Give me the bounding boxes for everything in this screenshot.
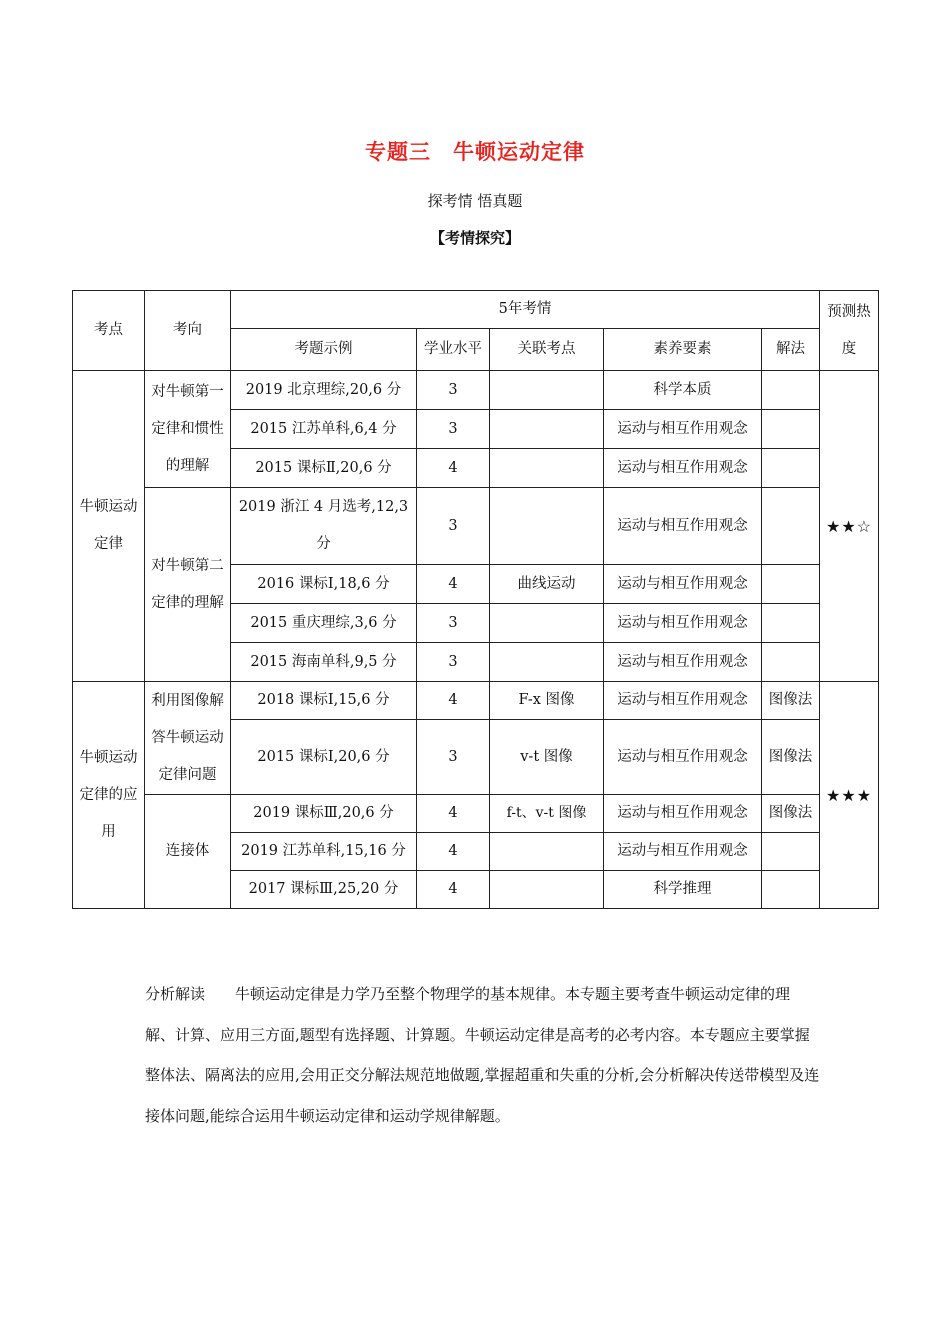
kaodian-cell: 牛顿运动定律的应用 (73, 682, 145, 909)
analysis-paragraph (145, 974, 820, 1136)
literacy-cell: 运动与相互作用观念 (604, 643, 762, 682)
page-subtitle: 探考情 悟真题 (427, 192, 523, 210)
method-cell: 图像法 (762, 682, 820, 720)
literacy-cell: 运动与相互作用观念 (604, 449, 762, 488)
forecast-stars: ★★☆ (820, 371, 879, 682)
level-cell: 4 (417, 833, 490, 871)
example-cell: 2019 江苏单科,15,16 分 (231, 833, 417, 871)
example-cell: 2015 课标Ⅱ,20,6 分 (231, 449, 417, 488)
literacy-cell: 运动与相互作用观念 (604, 682, 762, 720)
table-row (73, 682, 879, 720)
method-cell (762, 871, 820, 909)
example-cell: 2016 课标Ⅰ,18,6 分 (231, 565, 417, 604)
method-cell (762, 565, 820, 604)
example-cell: 2019 浙江 4 月选考,12,3 分 (231, 488, 417, 565)
header-literacy: 素养要素 (604, 329, 762, 371)
kaodian-cell: 牛顿运动定律 (73, 371, 145, 682)
exam-analysis-table (72, 290, 879, 909)
example-cell: 2017 课标Ⅲ,25,20 分 (231, 871, 417, 909)
header-five-year: 5年考情 (231, 291, 820, 329)
related-cell (490, 449, 604, 488)
related-cell (490, 643, 604, 682)
example-cell: 2019 课标Ⅲ,20,6 分 (231, 795, 417, 833)
method-cell (762, 371, 820, 410)
header-kaodian: 考点 (73, 291, 145, 371)
header-example: 考题示例 (231, 329, 417, 371)
example-cell: 2015 海南单科,9,5 分 (231, 643, 417, 682)
example-cell: 2015 课标Ⅰ,20,6 分 (231, 720, 417, 795)
table-row (73, 371, 879, 410)
level-cell: 4 (417, 682, 490, 720)
section-heading: 【考情探究】 (429, 229, 520, 247)
table-row (73, 488, 879, 565)
related-cell (490, 871, 604, 909)
related-cell (490, 488, 604, 565)
analysis-label: 分析解读 (145, 985, 206, 1003)
related-cell (490, 604, 604, 643)
method-cell (762, 643, 820, 682)
table-row (73, 795, 879, 833)
literacy-cell: 运动与相互作用观念 (604, 604, 762, 643)
header-method: 解法 (762, 329, 820, 371)
literacy-cell: 科学本质 (604, 371, 762, 410)
forecast-stars: ★★★ (820, 682, 879, 909)
related-cell: 曲线运动 (490, 565, 604, 604)
method-cell (762, 410, 820, 449)
level-cell: 3 (417, 371, 490, 410)
method-cell (762, 488, 820, 565)
kaoxiang-cell: 对牛顿第一定律和惯性的理解 (145, 371, 231, 488)
literacy-cell: 运动与相互作用观念 (604, 565, 762, 604)
level-cell: 3 (417, 643, 490, 682)
kaoxiang-cell: 连接体 (145, 795, 231, 909)
related-cell (490, 833, 604, 871)
related-cell: f-t、v-t 图像 (490, 795, 604, 833)
header-forecast: 预测热度 (820, 291, 879, 371)
level-cell: 4 (417, 795, 490, 833)
page-title: 专题三 牛顿运动定律 (365, 140, 585, 164)
level-cell: 4 (417, 871, 490, 909)
example-cell: 2018 课标Ⅰ,15,6 分 (231, 682, 417, 720)
related-cell: v-t 图像 (490, 720, 604, 795)
level-cell: 3 (417, 604, 490, 643)
example-cell: 2015 重庆理综,3,6 分 (231, 604, 417, 643)
method-cell (762, 604, 820, 643)
level-cell: 4 (417, 449, 490, 488)
kaoxiang-cell: 对牛顿第二定律的理解 (145, 488, 231, 682)
header-level: 学业水平 (417, 329, 490, 371)
header-related: 关联考点 (490, 329, 604, 371)
header-kaoxiang: 考向 (145, 291, 231, 371)
example-cell: 2015 江苏单科,6,4 分 (231, 410, 417, 449)
literacy-cell: 运动与相互作用观念 (604, 488, 762, 565)
level-cell: 3 (417, 488, 490, 565)
literacy-cell: 科学推理 (604, 871, 762, 909)
literacy-cell: 运动与相互作用观念 (604, 410, 762, 449)
kaoxiang-cell: 利用图像解答牛顿运动定律问题 (145, 682, 231, 795)
level-cell: 4 (417, 565, 490, 604)
analysis-text: 牛顿运动定律是力学乃至整个物理学的基本规律。本专题主要考查牛顿运动定律的理解、计算、应用三方面,题型有选择题、计算题。牛顿运动定律是高考的必考内容。本专题应主要掌握整体法、隔离法的应用,会用正交分解法规范地做题,掌握超重和失重的分析,会分析解决传送带模型及连接体问题,能综合运用牛顿运动定律和运动学规律解题。 (145, 985, 820, 1125)
method-cell (762, 833, 820, 871)
literacy-cell: 运动与相互作用观念 (604, 795, 762, 833)
method-cell: 图像法 (762, 795, 820, 833)
related-cell (490, 371, 604, 410)
level-cell: 3 (417, 410, 490, 449)
related-cell: F-x 图像 (490, 682, 604, 720)
literacy-cell: 运动与相互作用观念 (604, 720, 762, 795)
method-cell: 图像法 (762, 720, 820, 795)
level-cell: 3 (417, 720, 490, 795)
example-cell: 2019 北京理综,20,6 分 (231, 371, 417, 410)
method-cell (762, 449, 820, 488)
related-cell (490, 410, 604, 449)
literacy-cell: 运动与相互作用观念 (604, 833, 762, 871)
